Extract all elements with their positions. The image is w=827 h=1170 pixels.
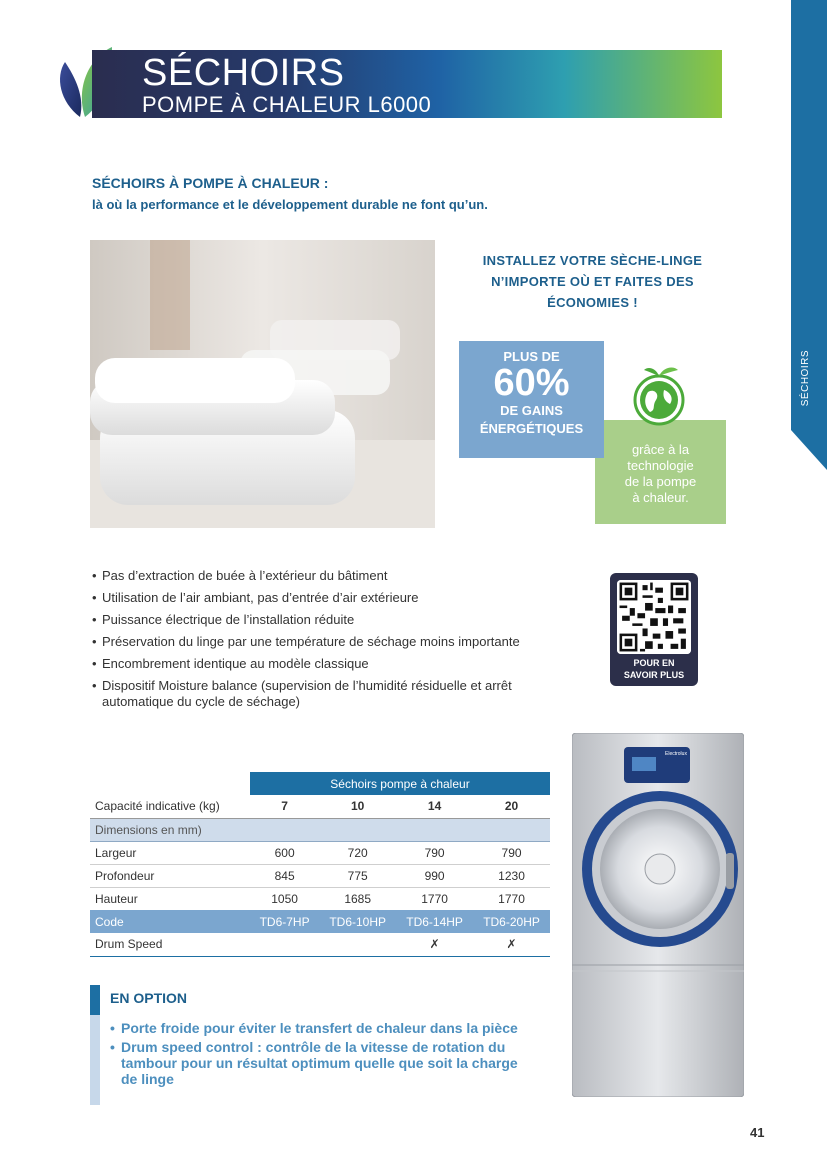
options-accent-bar-top (90, 985, 100, 1015)
page-number: 41 (750, 1125, 765, 1140)
qr-code-card[interactable] (610, 573, 698, 686)
table-cell: 990 (396, 864, 473, 887)
table-cell: 1050 (271, 891, 298, 906)
table-cell: 10 (319, 795, 396, 818)
note-line: de la pompe (624, 474, 697, 489)
row-label: Capacité indicative (kg) (90, 795, 250, 818)
table-row (90, 795, 550, 818)
table-cell: 790 (396, 841, 473, 864)
energy-savings-badge (459, 341, 604, 458)
dryer-photo (572, 733, 744, 1097)
towels-photo (90, 240, 435, 528)
stat-prefix: PLUS DE (503, 349, 560, 364)
table-cell: 1685 (344, 891, 372, 906)
section-tab-label: SÉCHOIRS (800, 350, 811, 407)
table-row (90, 933, 550, 956)
table-cell: ✗ (473, 933, 550, 956)
dryer-brand: Electrolux (665, 751, 687, 757)
row-label: Profondeur (90, 864, 250, 887)
features-list (92, 568, 552, 716)
table-cell: 720 (319, 841, 396, 864)
table-cell: TD6-20HP (473, 910, 550, 933)
table-cell: TD6-14HP (396, 910, 473, 933)
list-item: • Préservation du linge par une température de séchage moins importante (92, 634, 552, 650)
stat-line: DE GAINS (500, 403, 563, 418)
promo-line: ÉCONOMIES ! (547, 295, 638, 310)
promo-line: INSTALLEZ VOTRE SÈCHE-LINGE (482, 253, 703, 268)
intro-title: SÉCHOIRS À POMPE À CHALEUR : (92, 175, 329, 191)
table-row (90, 864, 550, 887)
table-cell: ✗ (396, 933, 473, 956)
spec-table (90, 772, 550, 957)
list-item: • Encombrement identique au modèle classique (92, 656, 552, 672)
list-item: • Puissance électrique de l’installation réduite (92, 612, 552, 628)
intro-subtitle: là où la performance et le développement durable ne font qu’un. (92, 197, 488, 212)
row-label: Drum Speed (90, 933, 250, 956)
table-cell: 1230 (473, 864, 550, 887)
table-cell: 1770 (421, 891, 448, 906)
table-cell (319, 933, 396, 956)
stat-line: ÉNERGÉTIQUES (479, 421, 584, 436)
qr-code-icon[interactable] (617, 580, 691, 654)
page-subtitle: POMPE À CHALEUR L6000 (142, 92, 432, 117)
eco-globe-icon (626, 362, 692, 428)
note-line: à chaleur. (632, 490, 689, 505)
table-cell: TD6-10HP (319, 910, 396, 933)
table-cell: 7 (250, 795, 319, 818)
table-code-row (90, 910, 550, 933)
table-cell: 600 (250, 841, 319, 864)
section-tab-fold (791, 430, 827, 470)
options-title: EN OPTION (110, 990, 188, 1006)
table-section-row (90, 818, 550, 841)
promo-line: N’IMPORTE OÙ ET FAITES DES (491, 274, 694, 289)
list-item: • Pas d’extraction de buée à l’extérieur du bâtiment (92, 568, 552, 584)
list-item: • Utilisation de l’air ambiant, pas d’entrée d’air extérieure (92, 590, 552, 606)
section-tab[interactable] (791, 0, 827, 430)
table-cell: 845 (250, 864, 319, 887)
table-row (90, 841, 550, 864)
list-item: • Drum speed control : contrôle de la vitesse de rotation du tambour pour un résultat optimum quelle que soit la charge de linge (110, 1039, 530, 1087)
table-header-row (90, 772, 550, 795)
header-banner (92, 50, 722, 118)
table-cell: 775 (319, 864, 396, 887)
row-label: Code (90, 910, 250, 933)
row-label: Largeur (90, 841, 250, 864)
stat-value: 60% (493, 362, 570, 404)
table-row (90, 887, 550, 910)
table-cell: 1770 (498, 891, 525, 906)
table-cell: 20 (473, 795, 550, 818)
table-cell (250, 933, 319, 956)
promo-text (455, 250, 730, 313)
table-group-header: Séchoirs pompe à chaleur (250, 772, 550, 795)
qr-caption (610, 657, 698, 681)
table-cell: 14 (396, 795, 473, 818)
qr-caption-line: POUR EN (633, 658, 675, 668)
note-line: technologie (627, 458, 694, 473)
table-cell: 790 (473, 841, 550, 864)
note-line: grâce à la (631, 442, 690, 457)
list-item: • Porte froide pour éviter le transfert de chaleur dans la pièce (110, 1020, 530, 1036)
options-box (90, 985, 550, 1105)
page-title: SÉCHOIRS (142, 52, 345, 94)
table-cell: TD6-7HP (250, 910, 319, 933)
list-item: • Dispositif Moisture balance (supervision de l’humidité résiduelle et arrêt automatique du cycle de séchage) (92, 678, 552, 710)
options-list (110, 1020, 530, 1090)
qr-caption-line: SAVOIR PLUS (623, 670, 685, 680)
heat-pump-note (595, 420, 726, 524)
row-label: Hauteur (95, 891, 138, 906)
row-label: Dimensions en mm) (90, 818, 550, 841)
